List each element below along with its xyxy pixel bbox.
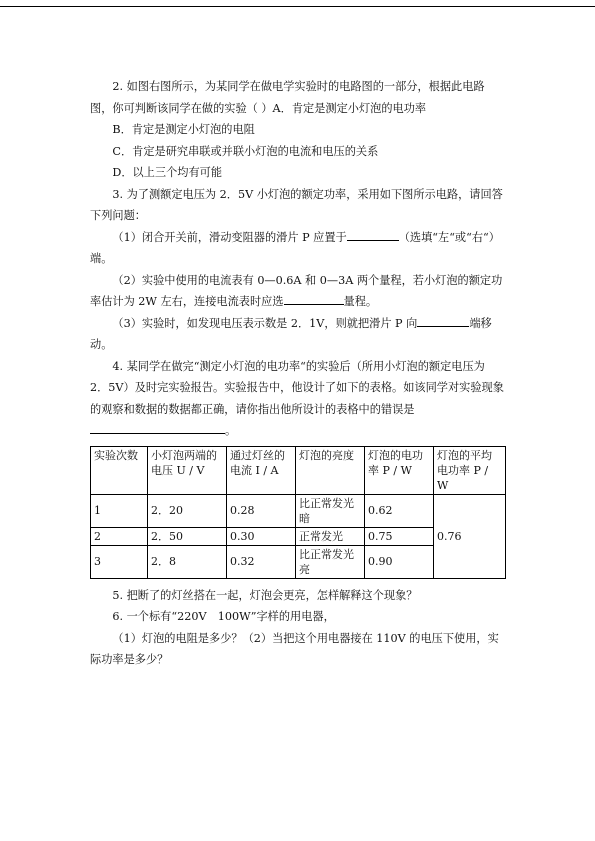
table-cell: 1 <box>91 494 148 527</box>
table-header-cell: 通过灯丝的电流 I / A <box>227 446 296 494</box>
q3-sub1 <box>90 227 506 270</box>
table-cell: 3 <box>91 545 148 578</box>
table-cell: 2．20 <box>148 494 227 527</box>
table-cell: 比正常发光暗 <box>296 494 365 527</box>
table-cell: 0.75 <box>365 527 434 545</box>
q2-option-b: B．肯定是测定小灯泡的电阻 <box>112 123 255 136</box>
q3-sub3 <box>90 313 506 356</box>
q3-sub1-blank[interactable] <box>347 227 399 241</box>
q4-stem <box>90 356 506 421</box>
q6-stem: 6. 一个标有“220V 100W”字样的用电器， <box>112 610 335 623</box>
q3-sub1-text: （1）闭合开关前，滑动变阻器的滑片 P 应置于 <box>112 230 347 244</box>
q3-intro: 3. 为了测额定电压为 2．5V 小灯泡的额定功率，采用如下图所示电路，请回答下列问题： <box>90 187 503 222</box>
table-header-cell: 灯泡的平均电功率 P / W <box>434 446 506 494</box>
q3-sub2 <box>90 270 506 313</box>
table-header-row <box>91 446 506 494</box>
q3-sub2-blank[interactable] <box>284 291 344 305</box>
q6-sub: （1）灯泡的电阻是多少？（2）当把这个用电器接在 110V 的电压下使用，实际功率是多少？ <box>90 631 499 666</box>
document-body <box>90 76 506 671</box>
q2-option-d: D．以上三个均有可能 <box>112 166 223 179</box>
table-cell: 2．50 <box>148 527 227 545</box>
q4-answer-line <box>90 420 506 442</box>
page-top-rule <box>0 6 595 7</box>
table-header-cell: 小灯泡两端的电压 U / V <box>148 446 227 494</box>
q3-sub3-text-end: 端移动。 <box>90 316 492 351</box>
q2-option-c: C．肯定是研究串联或并联小灯泡的电流和电压的关系 <box>112 144 379 158</box>
table-header-cell: 灯泡的电功率 P / W <box>365 446 434 494</box>
q4-text: 4. 某同学在做完“测定小灯泡的电功率“的实验后（所用小灯泡的额定电压为 2．5V）及时完实验报告。实验报告中，他设计了如下的表格。如该同学对实验现象的观察和数据的数据都正确，请你指出他所设计的表格中的错误是 <box>90 359 504 416</box>
table-cell: 0.62 <box>365 494 434 527</box>
q3-sub1-text-end: （选填“左“或“右“）端。 <box>90 230 500 265</box>
q3-sub3-blank[interactable] <box>417 313 469 327</box>
q3-sub2-text: （2）实验中使用的电流表有 0—0.6A 和 0—3A 两个量程，若小灯泡的额定功率估计为 2W 左右，连接电流表时应选 <box>90 273 503 308</box>
q3-sub3-text: （3）实验时，如发现电压表示数是 2．1V，则就把滑片 P 向 <box>112 316 418 330</box>
table-cell: 2．8 <box>148 545 227 578</box>
table-row <box>91 494 506 527</box>
table-cell: 比正常发光亮 <box>296 545 365 578</box>
table-cell: 0.28 <box>227 494 296 527</box>
q4-blank[interactable] <box>90 420 225 434</box>
table-cell-average: 0.76 <box>434 494 506 578</box>
table-cell: 正常发光 <box>296 527 365 545</box>
q4-end: 。 <box>225 424 237 437</box>
table-header-cell: 灯泡的亮度 <box>296 446 365 494</box>
table-header-cell: 实验次数 <box>91 446 148 494</box>
q5-stem: 5. 把断了的灯丝搭在一起，灯泡会更亮，怎样解释这个现象？ <box>112 588 418 602</box>
q3-sub2-text-end: 量程。 <box>343 295 378 308</box>
table-cell: 2 <box>91 527 148 545</box>
q2-stem: 2. 如图右图所示，为某同学在做电学实验时的电路图的一部分，根据此电路图，你可判断该同学在做的实验（ ）A．肯定是测定小灯泡的电功率 <box>90 80 485 115</box>
table-cell: 0.90 <box>365 545 434 578</box>
experiment-table <box>90 446 506 579</box>
table-cell: 0.32 <box>227 545 296 578</box>
table-cell: 0.30 <box>227 527 296 545</box>
